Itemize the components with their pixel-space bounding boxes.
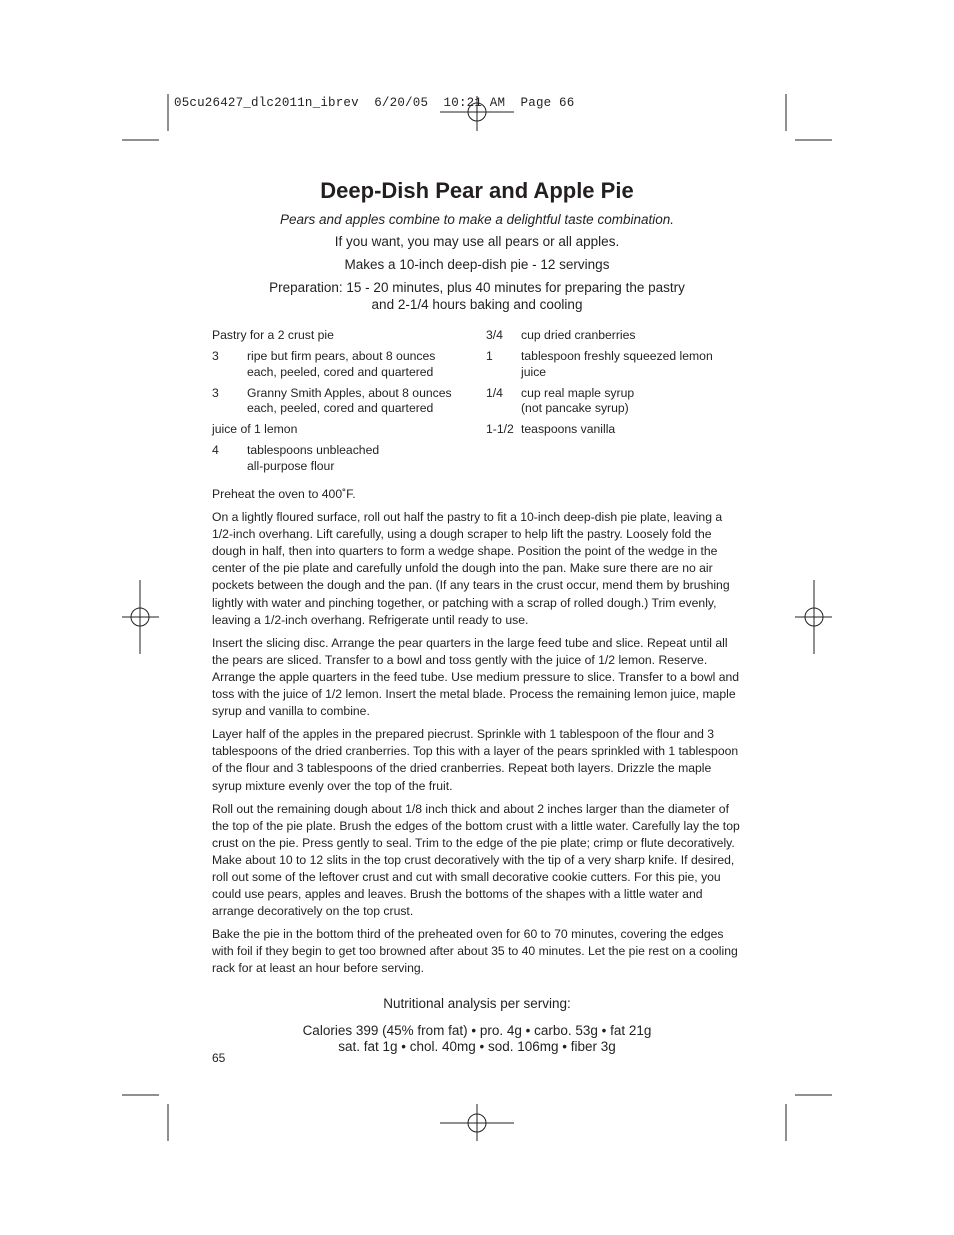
recipe-title: Deep-Dish Pear and Apple Pie: [320, 178, 634, 203]
ingredient-desc: cup dried cranberries: [521, 328, 636, 342]
ingredient-qty: 1-1/2: [486, 422, 514, 436]
method-step: Layer half of the apples in the prepared piecrust. Sprinkle with 1 tablespoon of the flour and 3 tablespoons of the dried cranberries. Top this with a layer of the pears sprinkled with 1 tablespoon of the flour and 3 tablespoons of the dried cranberries. Repeat both layers. Drizzle the maple syrup mixture evenly over the top of the fruit.: [212, 727, 739, 793]
prep-line-1: Preparation: 15 - 20 minutes, plus 40 minutes for preparing the pastry: [269, 280, 685, 295]
method-step: Roll out the remaining dough about 1/8 inch thick and about 2 inches larger than the diameter of the top of the pie plate. Brush the edges of the bottom crust with a little water. Carefully lay the top crust on the pie. Press gently to seal. Trim to the edge of the pie plate; crimp or flute decoratively. Make about 10 to 12 slits in the top crust decoratively with the tip of a very sharp knife. If desired, roll out some of the leftover crust and cut with small decorative cookie cutters. For this pie, you could use pears, apples and leaves. Brush the bottoms of the shapes with a little water and arrange decoratively on the top crust.: [212, 801, 740, 919]
ingredient-qty: 3: [212, 349, 219, 363]
ingredient-qty: 3: [212, 385, 219, 400]
recipe-method: [212, 486, 744, 984]
ingredient-vanilla: [486, 422, 746, 438]
nutrition-line-1: Calories 399 (45% from fat) • pro. 4g • carbo. 53g • fat 21g: [302, 1023, 652, 1038]
ingredient-lemon: juice of 1 lemon: [212, 422, 298, 436]
nutrition-line-2: sat. fat 1g • chol. 40mg • sod. 106mg • fiber 3g: [338, 1039, 616, 1054]
ingredient-lemon-juice: [486, 349, 746, 380]
ingredient-qty: 4: [212, 443, 219, 457]
method-step: Insert the slicing disc. Arrange the pear quarters in the large feed tube and slice. Repeat until all the pears are sliced. Transfer to a bowl and toss gently with the juice of 1/2 lemon. Reserve. Arrange the apple quarters in the feed tube. Use medium pressure to slice. Transfer to a bowl and toss with the juice of 1/2 lemon. Insert the metal blade. Process the remaining lemon juice, maple syrup and vanilla to combine.: [212, 635, 740, 719]
nutrition-facts: [180, 1023, 774, 1055]
ingredient-desc: teaspoons vanilla: [521, 422, 616, 436]
method-step: Bake the pie in the bottom third of the preheated oven for 60 to 70 minutes, covering the edges with foil if they begin to get too browned after about 35 to 40 minutes. Let the pie rest on a cooling rack for at least an hour before serving.: [212, 927, 738, 976]
ingredient-desc: tablespoon freshly squeezed lemon: [521, 349, 713, 363]
ingredient-desc: all-purpose flour: [247, 458, 335, 473]
ingredient-desc: each, peeled, cored and quartered: [247, 364, 434, 379]
ingredient-apples: [212, 386, 474, 417]
ingredient-desc: cup real maple syrup: [521, 385, 635, 400]
nutrition-heading: Nutritional analysis per serving:: [383, 996, 571, 1011]
ingredient-desc: juice: [521, 364, 547, 379]
ingredient-desc: each, peeled, cored and quartered: [247, 401, 434, 415]
ingredients-right-column: [486, 328, 746, 443]
page-number: 65: [212, 1051, 226, 1065]
ingredient-qty: 1/4: [486, 385, 503, 400]
ingredients-left-column: [212, 328, 474, 480]
registration-mark-bottom: [440, 1104, 514, 1141]
recipe-note: If you want, you may use all pears or all apples.: [334, 234, 620, 249]
ingredient-flour: [212, 443, 474, 474]
method-step: On a lightly floured surface, roll out half the pastry to fit a 10-inch deep-dish pie plate, leaving a 1/2-inch overhang. Lift carefully, using a dough scraper to help lift the pastry. Loosely fold the dough in half, then into quarters to form a wedge shape. Position the point of the wedge in the center of the pie plate and carefully unfold the dough into the pan. Make sure there are no air pockets between the dough and the pan. (If any tears in the crust occur, mend them by brushing lightly with water and pinching together, or patching with a scrap of rolled dough.) Trim evenly, leaving a 1/2-inch overhang. Refrigerate until ready to use.: [212, 510, 730, 627]
ingredient-desc: ripe but firm pears, about 8 ounces: [247, 349, 436, 363]
ingredient-maple-syrup: [486, 386, 746, 417]
ingredient-qty: 1: [486, 349, 493, 363]
ingredient-qty: 3/4: [486, 328, 503, 342]
ingredient-pastry: Pastry for a 2 crust pie: [212, 328, 334, 342]
printer-slug-line: 05cu26427_dlc2011n_ibrev 6/20/05 10:21 AM Page 66: [174, 96, 575, 110]
ingredient-desc: tablespoons unbleached: [247, 443, 380, 457]
recipe-yield: Makes a 10-inch deep-dish pie - 12 servings: [344, 257, 610, 272]
method-step: Preheat the oven to 400˚F.: [212, 487, 356, 501]
recipe-subtitle: Pears and apples combine to make a delightful taste combination.: [280, 212, 674, 227]
ingredient-desc: Granny Smith Apples, about 8 ounces: [247, 385, 452, 400]
registration-mark-left: [122, 580, 159, 654]
ingredient-cranberries: [486, 328, 746, 344]
ingredient-pears: [212, 349, 474, 380]
prep-line-2: and 2-1/4 hours baking and cooling: [371, 297, 583, 312]
registration-mark-right: [795, 580, 832, 654]
recipe-preparation: [180, 279, 774, 313]
ingredient-desc: (not pancake syrup): [521, 401, 629, 415]
